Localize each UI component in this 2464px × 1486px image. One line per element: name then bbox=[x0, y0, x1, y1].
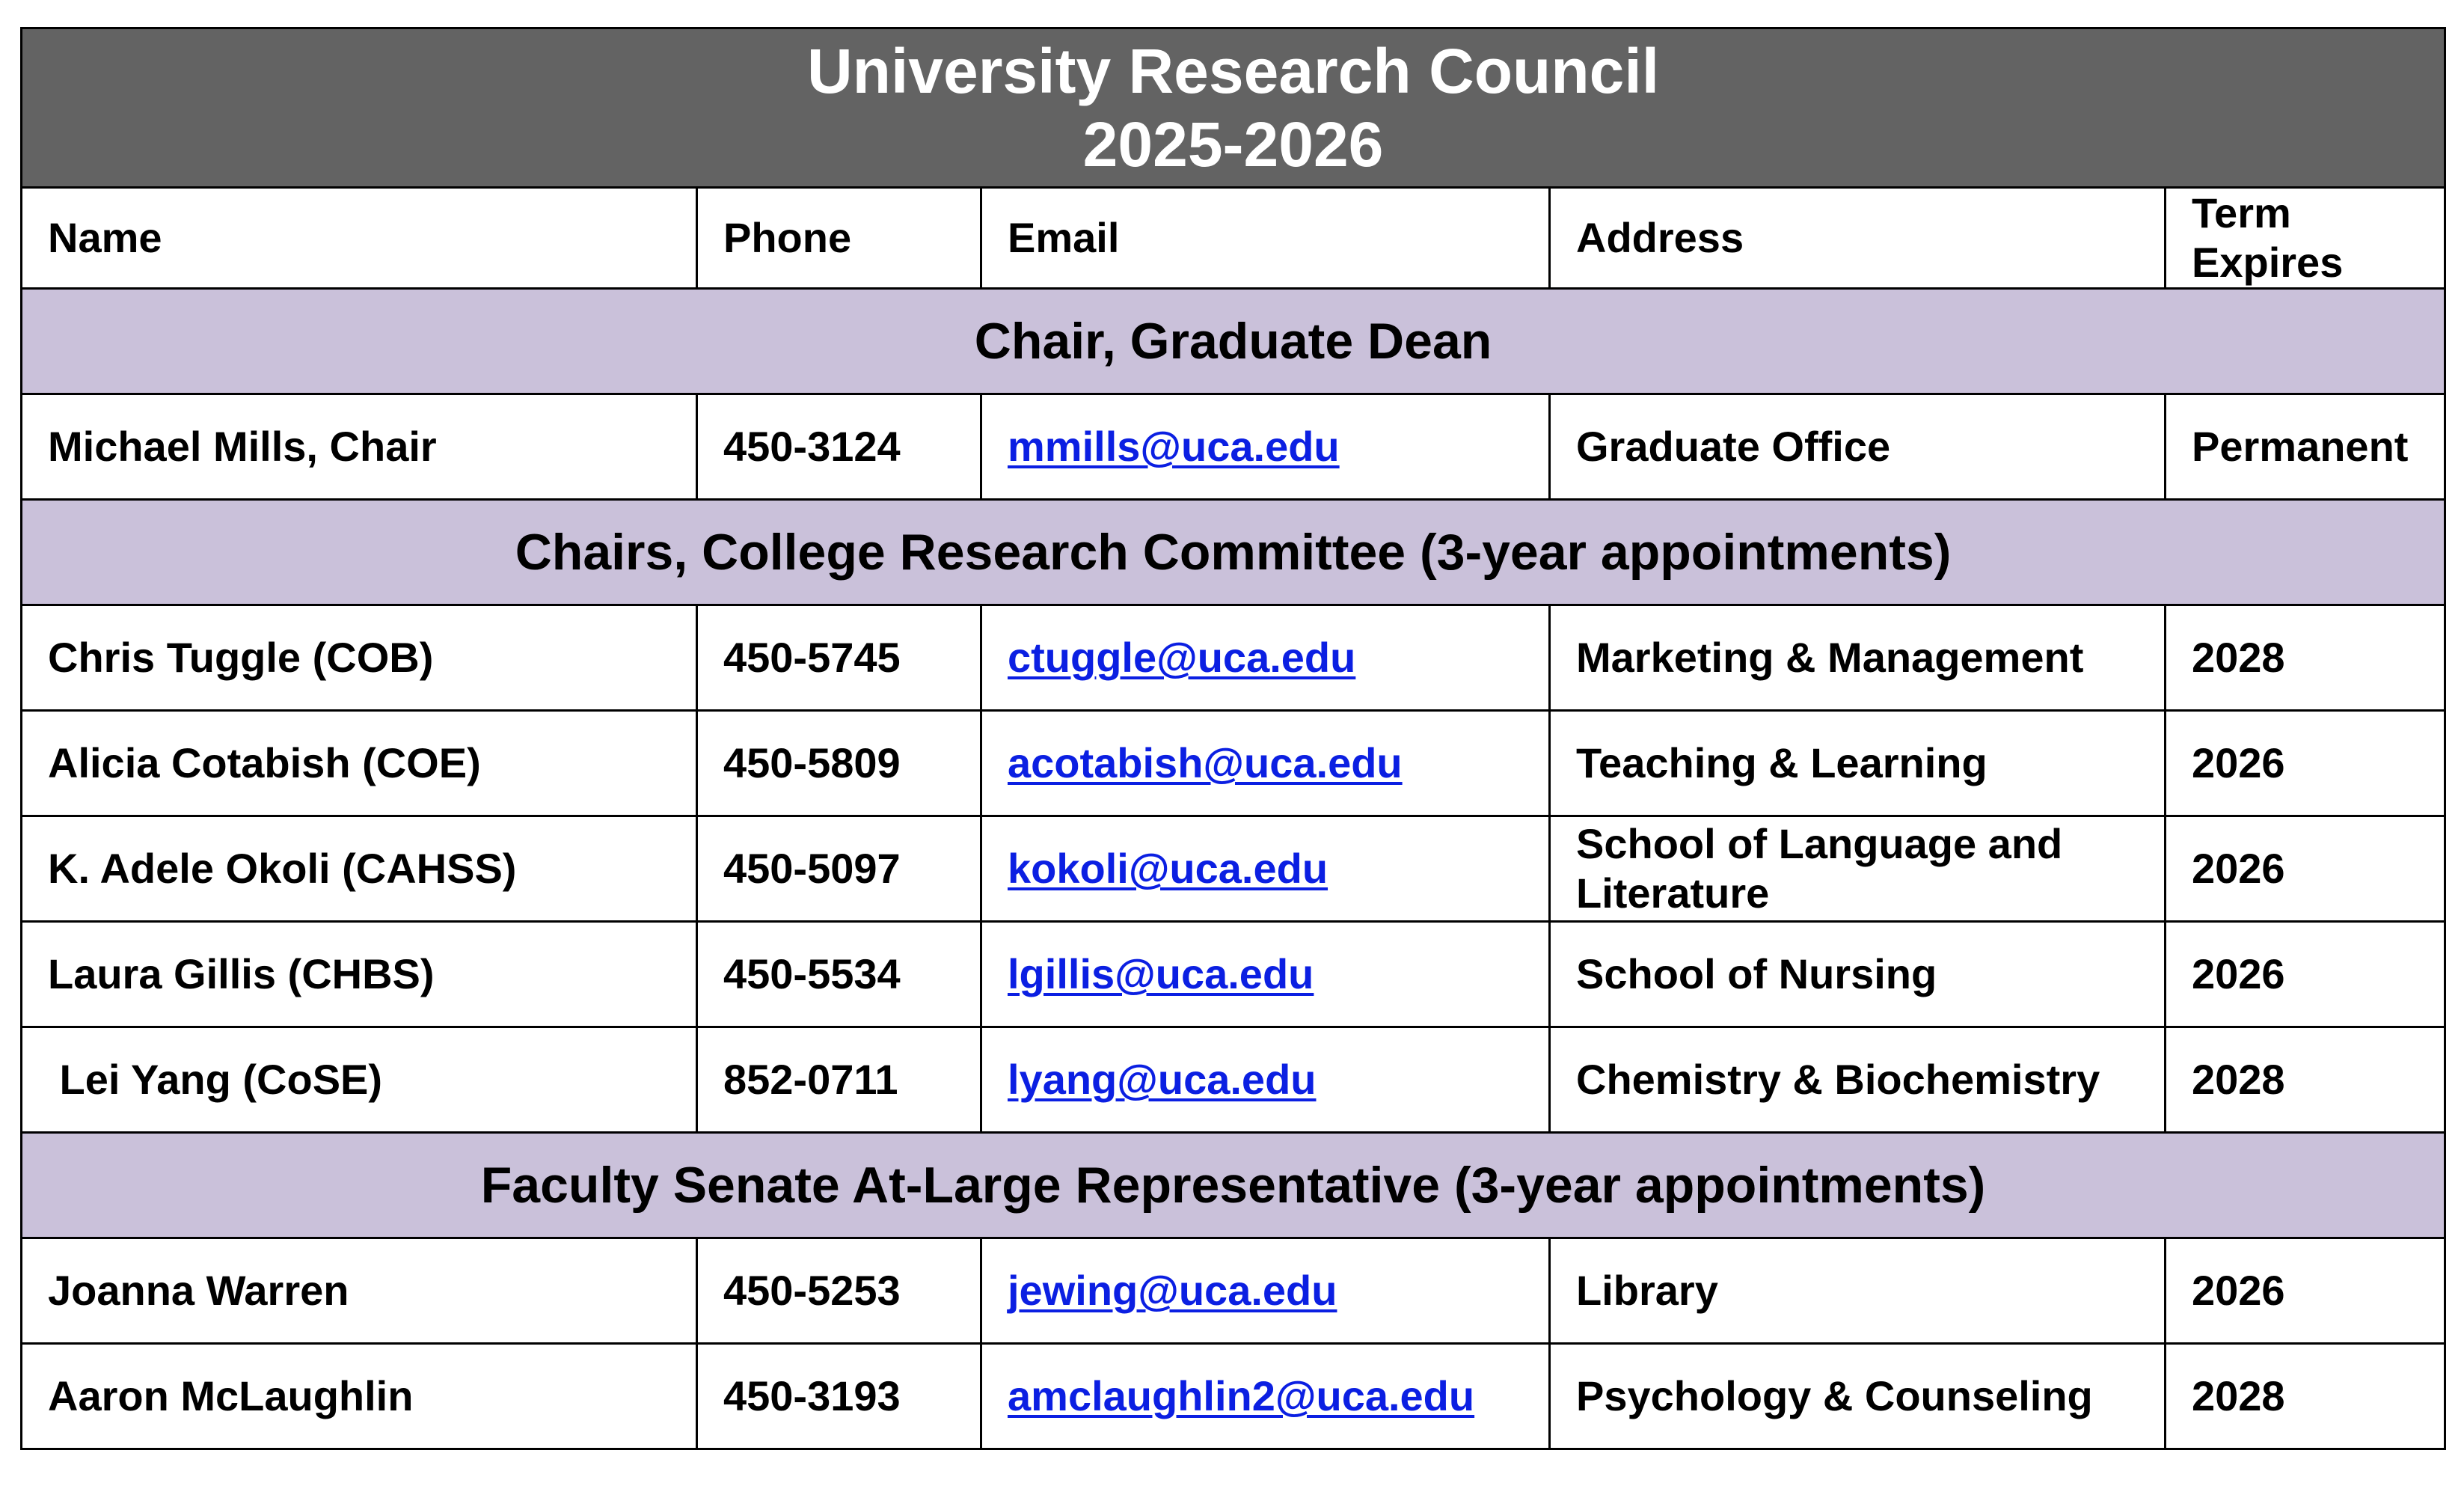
section-row bbox=[22, 500, 2445, 605]
member-address: Graduate Office bbox=[1550, 394, 2166, 500]
table-row bbox=[22, 816, 2445, 922]
member-email-link[interactable]: kokoli@uca.edu bbox=[1008, 845, 1328, 892]
table-row bbox=[22, 1344, 2445, 1449]
member-email-cell bbox=[981, 394, 1550, 500]
member-email-cell bbox=[981, 1027, 1550, 1133]
member-email-link[interactable]: lyang@uca.edu bbox=[1008, 1056, 1317, 1103]
member-name: Chris Tuggle (COB) bbox=[22, 605, 697, 711]
member-term: Permanent bbox=[2166, 394, 2445, 500]
column-header-row bbox=[22, 188, 2445, 289]
section-heading: Chairs, College Research Committee (3-year appointments) bbox=[22, 500, 2445, 605]
member-phone: 852-0711 bbox=[697, 1027, 981, 1133]
column-header-name: Name bbox=[22, 188, 697, 289]
table-row bbox=[22, 922, 2445, 1027]
member-term: 2026 bbox=[2166, 922, 2445, 1027]
member-phone: 450-3124 bbox=[697, 394, 981, 500]
section-heading: Chair, Graduate Dean bbox=[22, 289, 2445, 394]
member-email-link[interactable]: amclaughlin2@uca.edu bbox=[1008, 1372, 1475, 1419]
member-term: 2026 bbox=[2166, 816, 2445, 922]
title-line-2: 2025-2026 bbox=[1082, 109, 1384, 180]
member-address: Teaching & Learning bbox=[1550, 711, 2166, 816]
member-name: Laura Gillis (CHBS) bbox=[22, 922, 697, 1027]
member-name: K. Adele Okoli (CAHSS) bbox=[22, 816, 697, 922]
member-phone: 450-5809 bbox=[697, 711, 981, 816]
member-email-link[interactable]: acotabish@uca.edu bbox=[1008, 739, 1403, 786]
member-term: 2026 bbox=[2166, 711, 2445, 816]
member-email-cell bbox=[981, 605, 1550, 711]
member-address: Chemistry & Biochemistry bbox=[1550, 1027, 2166, 1133]
column-header-term-expires: Term Expires bbox=[2166, 188, 2445, 289]
member-address: Marketing & Management bbox=[1550, 605, 2166, 711]
member-email-cell bbox=[981, 816, 1550, 922]
section-heading: Faculty Senate At-Large Representative (3-year appointments) bbox=[22, 1133, 2445, 1238]
member-address: School of Nursing bbox=[1550, 922, 2166, 1027]
member-name: Lei Yang (CoSE) bbox=[22, 1027, 697, 1133]
member-name: Alicia Cotabish (COE) bbox=[22, 711, 697, 816]
council-roster-table bbox=[20, 27, 2446, 1450]
table-row bbox=[22, 1027, 2445, 1133]
section-row bbox=[22, 1133, 2445, 1238]
table-row bbox=[22, 394, 2445, 500]
section-row bbox=[22, 289, 2445, 394]
member-address: Psychology & Counseling bbox=[1550, 1344, 2166, 1449]
table-row bbox=[22, 605, 2445, 711]
column-header-phone: Phone bbox=[697, 188, 981, 289]
table-row bbox=[22, 711, 2445, 816]
title-line-1: University Research Council bbox=[806, 36, 1660, 106]
member-address: School of Language and Literature bbox=[1550, 816, 2166, 922]
table-row bbox=[22, 1238, 2445, 1344]
member-term: 2026 bbox=[2166, 1238, 2445, 1344]
member-address: Library bbox=[1550, 1238, 2166, 1344]
member-phone: 450-5253 bbox=[697, 1238, 981, 1344]
member-phone: 450-5745 bbox=[697, 605, 981, 711]
member-email-cell bbox=[981, 922, 1550, 1027]
member-name: Joanna Warren bbox=[22, 1238, 697, 1344]
member-phone: 450-5097 bbox=[697, 816, 981, 922]
member-email-cell bbox=[981, 1238, 1550, 1344]
table-title bbox=[22, 28, 2445, 188]
member-name: Aaron McLaughlin bbox=[22, 1344, 697, 1449]
member-email-link[interactable]: jewing@uca.edu bbox=[1008, 1267, 1337, 1314]
member-email-cell bbox=[981, 711, 1550, 816]
column-header-email: Email bbox=[981, 188, 1550, 289]
member-name: Michael Mills, Chair bbox=[22, 394, 697, 500]
column-header-address: Address bbox=[1550, 188, 2166, 289]
member-phone: 450-5534 bbox=[697, 922, 981, 1027]
member-term: 2028 bbox=[2166, 1344, 2445, 1449]
member-email-link[interactable]: ctuggle@uca.edu bbox=[1008, 634, 1356, 681]
member-email-cell bbox=[981, 1344, 1550, 1449]
member-phone: 450-3193 bbox=[697, 1344, 981, 1449]
member-email-link[interactable]: lgillis@uca.edu bbox=[1008, 950, 1314, 997]
member-term: 2028 bbox=[2166, 1027, 2445, 1133]
member-email-link[interactable]: mmills@uca.edu bbox=[1008, 423, 1340, 470]
member-term: 2028 bbox=[2166, 605, 2445, 711]
